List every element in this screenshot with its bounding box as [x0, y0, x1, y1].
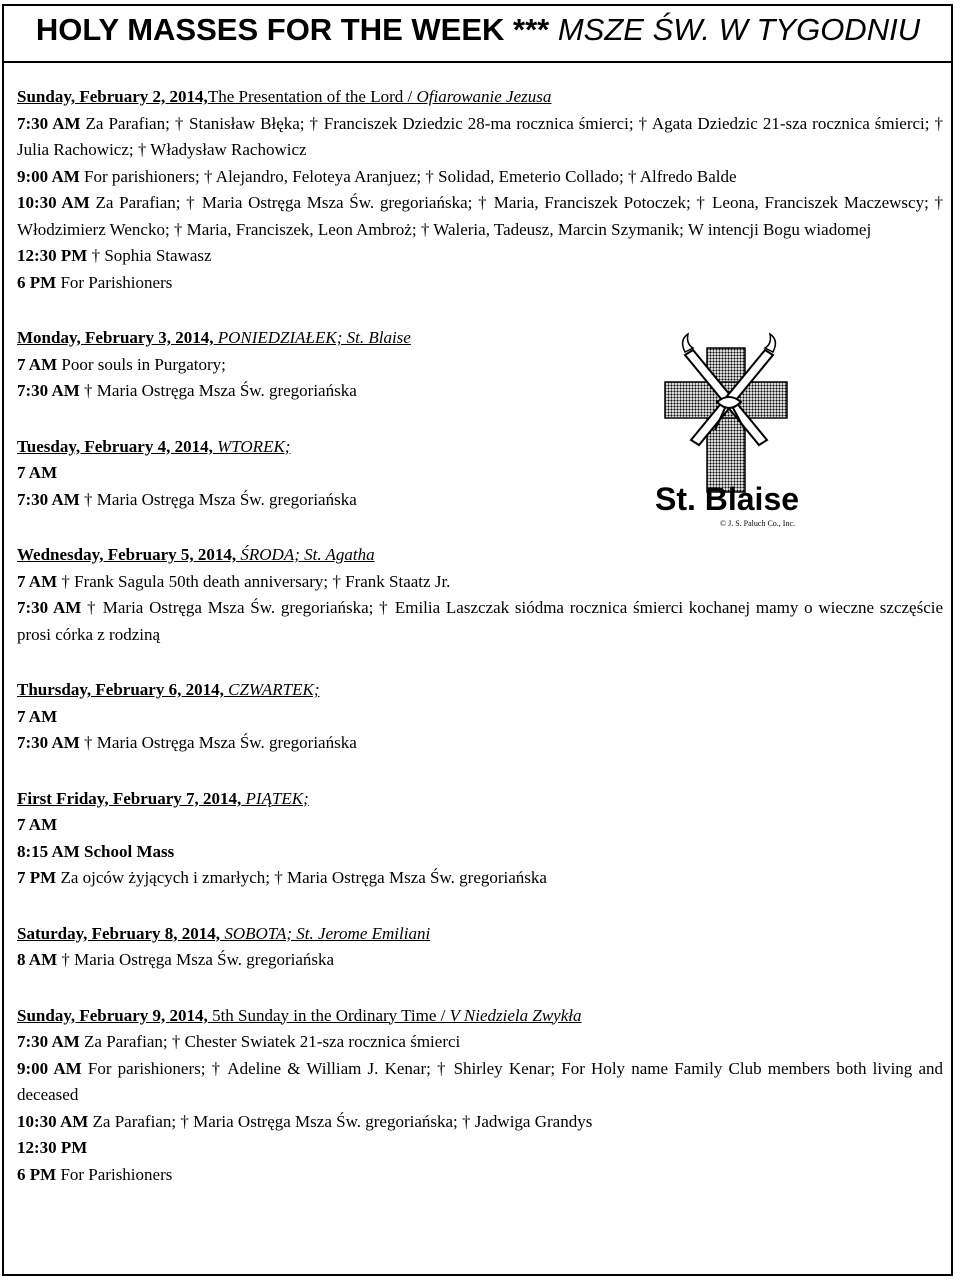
day-heading: Sunday, February 9, 2014, 5th Sunday in the Ordinary Time / V Niedziela Zwykła [17, 1005, 582, 1025]
mass-entry: 7 PM Za ojców żyjących i zmarłych; † Maria Ostręga Msza Św. gregoriańska [17, 868, 547, 887]
day-heading: Sunday, February 2, 2014,The Presentation of the Lord / Ofiarowanie Jezusa [17, 87, 552, 106]
mass-entry: 6 PM For Parishioners [17, 272, 173, 292]
mass-entry: 7:30 AM Za Parafian; † Chester Swiatek 21-sza rocznica śmierci [17, 1032, 461, 1051]
mass-entry: 12:30 PM † Sophia Stawasz [17, 246, 212, 265]
mass-entry: 12:30 PM [17, 1138, 88, 1157]
mass-entry: 9:00 AM For parishioners; † Adeline & William J. Kenar; † Shirley Kenar; For Holy name Family Club members both living and deceased [17, 1058, 944, 1104]
day-heading: First Friday, February 7, 2014, PIĄTEK; [17, 788, 309, 808]
mass-entry: 10:30 AM Za Parafian; † Maria Ostręga Msza Św. gregoriańska; † Maria, Franciszek Potoczek; † Leona, Franciszek Maczewscy; † Włodzimierz Wencko; † Maria, Franciszek, Leon Ambroż; † Waleria, Tadeusz, Marcin Szymanik; W intencji Bogu wiadomej [17, 193, 943, 239]
mass-entry: 7:30 AM † Maria Ostręga Msza Św. gregoriańska [17, 489, 357, 509]
mass-entry: 7 AM † Frank Sagula 50th death anniversary; † Frank Staatz Jr. [17, 571, 451, 591]
st-blaise-graphic [655, 330, 805, 530]
day-heading: Thursday, February 6, 2014, CZWARTEK; [17, 680, 320, 699]
day-tuesday [17, 434, 642, 514]
mass-entry: 8:15 AM School Mass [17, 841, 175, 861]
day-friday [17, 786, 943, 892]
day-heading: Monday, February 3, 2014, PONIEDZIAŁEK; St. Blaise [17, 328, 411, 347]
mass-entry: 7:30 AM † Maria Ostręga Msza Św. gregoriańska; † Emilia Laszczak siódma rocznica śmierci kochanej mamy o wieczne szczęście prosi córka z rodziną [17, 598, 944, 644]
mass-entry: 7 AM [17, 463, 58, 482]
title-divider [2, 61, 953, 63]
day-monday [17, 325, 642, 405]
graphic-caption: St. Blaise [655, 481, 800, 517]
mass-schedule [17, 84, 943, 1188]
title-english: HOLY MASSES FOR THE WEEK *** [35, 12, 550, 47]
mass-entry: 7 AM Poor souls in Purgatory; [17, 354, 226, 374]
day-heading: Wednesday, February 5, 2014, ŚRODA; St. Agatha [17, 545, 375, 564]
day-sunday-feb-2 [17, 84, 943, 296]
mass-entry: 7 AM [17, 815, 58, 834]
mass-entry: 6 PM For Parishioners [17, 1164, 173, 1184]
cross-candles-icon [655, 330, 805, 530]
day-wednesday [17, 542, 943, 648]
mass-entry: 10:30 AM Za Parafian; † Maria Ostręga Msza Św. gregoriańska; † Jadwiga Grandys [17, 1111, 593, 1131]
day-thursday [17, 677, 943, 757]
mass-entry: 7 AM [17, 706, 58, 726]
mass-entry: 8 AM † Maria Ostręga Msza Św. gregoriańska [17, 950, 335, 969]
day-saturday [17, 921, 943, 974]
graphic-credit: © J. S. Paluch Co., Inc. [720, 519, 795, 528]
mass-entry: 7:30 AM Za Parafian; † Stanisław Błęka; † Franciszek Dziedzic 28-ma rocznica śmierci; † Agata Dziedzic 21-sza rocznica śmierci; † Julia Rachowicz; † Władysław Rachowicz [17, 113, 943, 159]
day-sunday-feb-9 [17, 1003, 943, 1189]
day-heading: Saturday, February 8, 2014, SOBOTA; St. Jerome Emiliani [17, 923, 431, 943]
mass-entry: 9:00 AM For parishioners; † Alejandro, Feloteya Aranjuez; † Solidad, Emeterio Collado; † Alfredo Balde [17, 166, 737, 186]
page-title [0, 12, 956, 48]
day-heading: Tuesday, February 4, 2014, WTOREK; [17, 436, 291, 456]
mass-entry: 7:30 AM † Maria Ostręga Msza Św. gregoriańska [17, 733, 357, 752]
title-polish: MSZE ŚW. W TYGODNIU [557, 12, 921, 47]
mass-entry: 7:30 AM † Maria Ostręga Msza Św. gregoriańska [17, 381, 357, 400]
